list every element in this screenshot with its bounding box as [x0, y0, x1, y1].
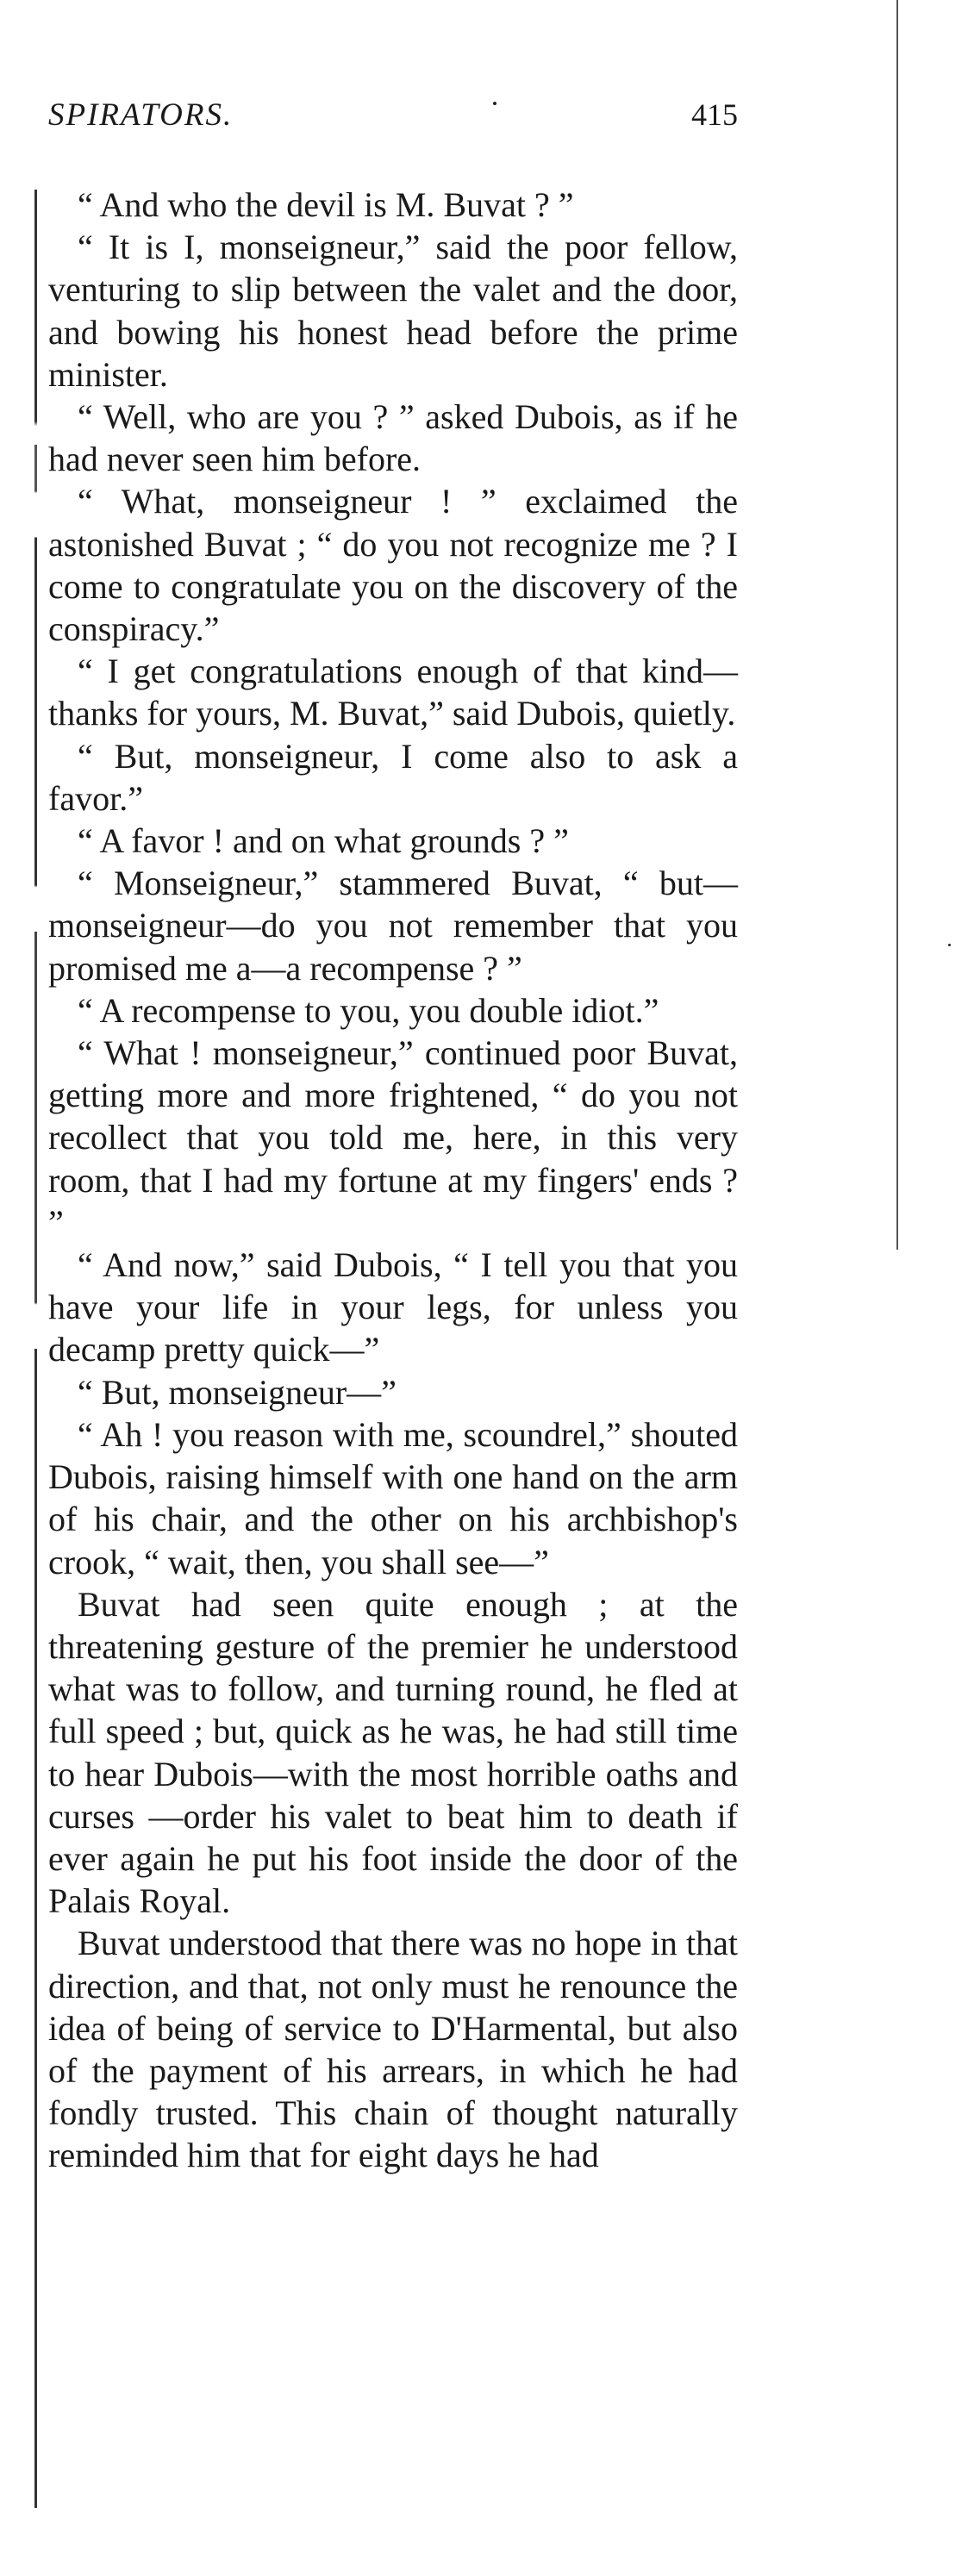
paragraph: “ A recompense to you, you double idiot.” [78, 990, 659, 1030]
paragraph: “ A favor ! and on what grounds ? ” [78, 821, 569, 861]
paragraph: “ What, monseigneur ! ” exclaimed the astonished Buvat ; “ do you not recognize me ? I come to congratulate you on the discovery of the conspiracy.” [48, 482, 738, 649]
left-gutter-rule [34, 190, 37, 2508]
paragraph: “ Monseigneur,” stammered Buvat, “ but—monseigneur—do you not remember that you promised me a—a recompense ? ” [48, 864, 738, 988]
paragraph: “ What ! monseigneur,” continued poor Buvat, getting more and more frightened, “ do you not recollect that you told me, here, in this very room, that I had my fortune at my fingers' ends ? ” [48, 1033, 738, 1242]
print-speck [948, 944, 951, 946]
body-text [48, 184, 738, 2177]
paragraph: “ And who the devil is M. Buvat ? ” [78, 185, 574, 224]
paragraph: “ And now,” said Dubois, “ I tell you that you have your life in your legs, for unless you decamp pretty quick—” [48, 1245, 738, 1369]
paragraph: Buvat understood that there was no hope in that direction, and that, not only must he renounce the idea of being of service to D'Harmental, but also of the payment of his arrears, in which he had fondly trusted. This chain of thought naturally reminded him that for eight days he had [48, 1924, 738, 2175]
paragraph: “ I get congratulations enough of that kind—thanks for yours, M. Buvat,” said Dubois, quietly. [48, 652, 738, 733]
running-title: SPIRATORS. [48, 97, 234, 133]
paragraph: “ But, monseigneur—” [78, 1372, 397, 1412]
right-margin-rule [896, 0, 898, 1250]
paragraph: Buvat had seen quite enough ; at the threatening gesture of the premier he understood what was to follow, and turning round, he fled at full speed ; but, quick as he was, he had still time to hear Dubois—with the most horrible oaths and curses —order his valet to beat him to death if ever again he put his foot inside the door of the Palais Royal. [48, 1584, 738, 1921]
paragraph: “ But, monseigneur, I come also to ask a favor.” [48, 736, 738, 818]
page-number: 415 [691, 97, 738, 132]
running-header [48, 97, 738, 148]
paragraph: “ It is I, monseigneur,” said the poor fellow, venturing to slip between the valet and the door, and bowing his honest head before the prime minister. [48, 228, 738, 394]
paragraph: “ Ah ! you reason with me, scoundrel,” shouted Dubois, raising himself with one hand on the arm of his chair, and the other on his archbishop's crook, “ wait, then, you shall see—” [48, 1414, 738, 1581]
paragraph: “ Well, who are you ? ” asked Dubois, as if he had never seen him before. [48, 397, 738, 479]
